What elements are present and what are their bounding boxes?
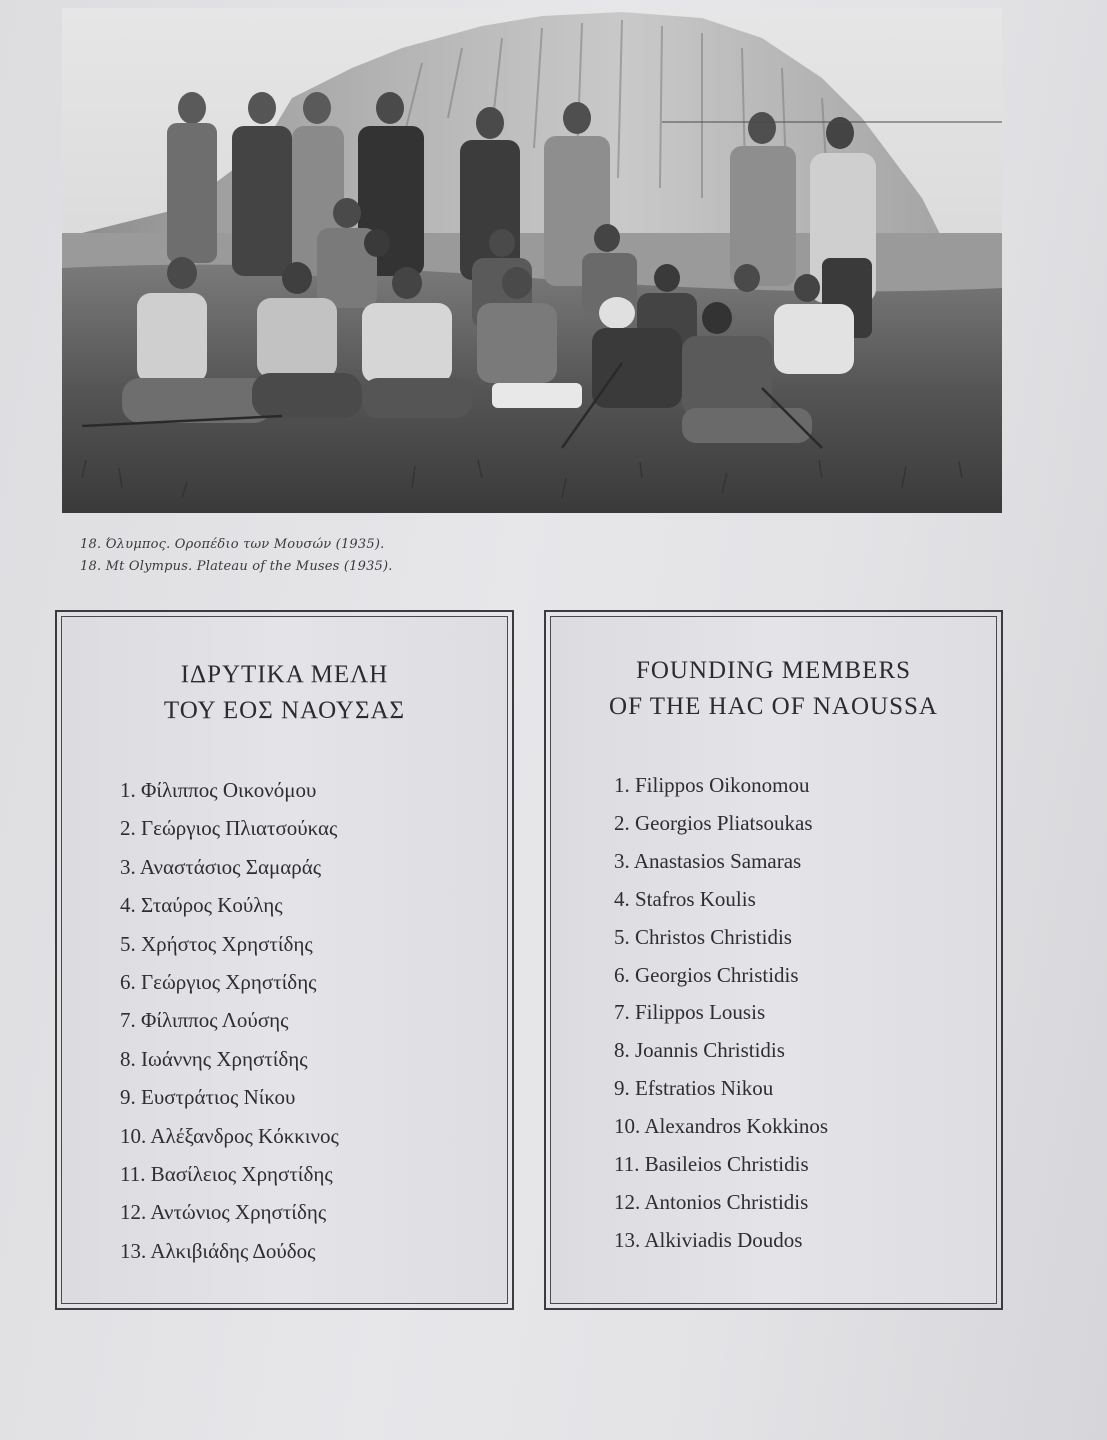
english-member-item: 12. Antonios Christidis <box>614 1189 809 1214</box>
english-member-item: 2. Georgios Pliatsoukas <box>614 810 813 835</box>
english-member-item: 11. Basileios Christidis <box>614 1152 809 1177</box>
group-photo <box>62 8 1002 513</box>
english-box-title <box>551 653 996 725</box>
english-member-item: 9. Efstratios Nikou <box>614 1076 774 1101</box>
greek-member-item: 1. Φίλιππος Οικονόμου <box>120 778 317 802</box>
english-member-item: 6. Georgios Christidis <box>614 962 799 987</box>
greek-member-item: 3. Αναστάσιος Σαμαράς <box>120 854 322 879</box>
english-members-list <box>614 767 828 1260</box>
english-member-item: 13. Alkiviadis Doudos <box>614 1227 803 1252</box>
english-member-item: 7. Filippos Lousis <box>614 1000 766 1025</box>
greek-title-line-2: ΤΟΥ ΕΟΣ ΝΑΟΥΣΑΣ <box>163 697 406 724</box>
greek-member-item: 4. Σταύρος Κούλης <box>120 893 283 918</box>
greek-member-item: 12. Αντώνιος Χρηστίδης <box>120 1200 327 1225</box>
greek-member-item: 7. Φίλιππος Λούσης <box>120 1008 289 1033</box>
english-member-item: 1. Filippos Oikonomou <box>614 773 810 797</box>
greek-member-item: 10. Αλέξανδρος Κόκκινος <box>120 1123 339 1148</box>
english-member-item: 4. Stafros Koulis <box>614 886 756 911</box>
group-photo-illustration <box>62 8 1002 513</box>
greek-founding-members-box <box>55 610 514 1310</box>
english-title-line-2: OF THE HAC OF NAOUSSA <box>609 693 938 720</box>
greek-members-list <box>120 771 339 1270</box>
english-member-item: 8. Joannis Christidis <box>614 1038 785 1063</box>
english-title-line-1: FOUNDING MEMBERS <box>635 657 912 684</box>
english-member-item: 3. Anastasios Samaras <box>614 848 802 873</box>
english-box-inner-frame <box>550 616 997 1304</box>
english-founding-members-box <box>544 610 1003 1310</box>
caption-greek: 18. Όλυμπος. Οροπέδιο των Μουσών (1935). <box>80 537 385 552</box>
greek-member-item: 6. Γεώργιος Χρηστίδης <box>120 970 317 995</box>
english-member-item: 5. Christos Christidis <box>614 924 792 949</box>
greek-member-item: 9. Ευστράτιος Νίκου <box>120 1085 296 1110</box>
greek-member-item: 13. Αλκιβιάδης Δούδος <box>120 1238 316 1263</box>
greek-title-line-1: ΙΔΡΥΤΙΚΑ ΜΕΛΗ <box>180 661 389 688</box>
greek-member-item: 2. Γεώργιος Πλιατσούκας <box>120 816 338 841</box>
photo-caption <box>80 534 393 578</box>
greek-member-item: 5. Χρήστος Χρηστίδης <box>120 931 313 956</box>
english-member-item: 10. Alexandros Kokkinos <box>614 1114 829 1139</box>
caption-english: 18. Mt Olympus. Plateau of the Muses (1935). <box>80 559 393 574</box>
greek-box-inner-frame <box>61 616 508 1304</box>
greek-box-title <box>62 657 507 729</box>
greek-member-item: 8. Ιωάννης Χρηστίδης <box>120 1046 308 1071</box>
greek-member-item: 11. Βασίλειος Χρηστίδης <box>120 1162 333 1187</box>
